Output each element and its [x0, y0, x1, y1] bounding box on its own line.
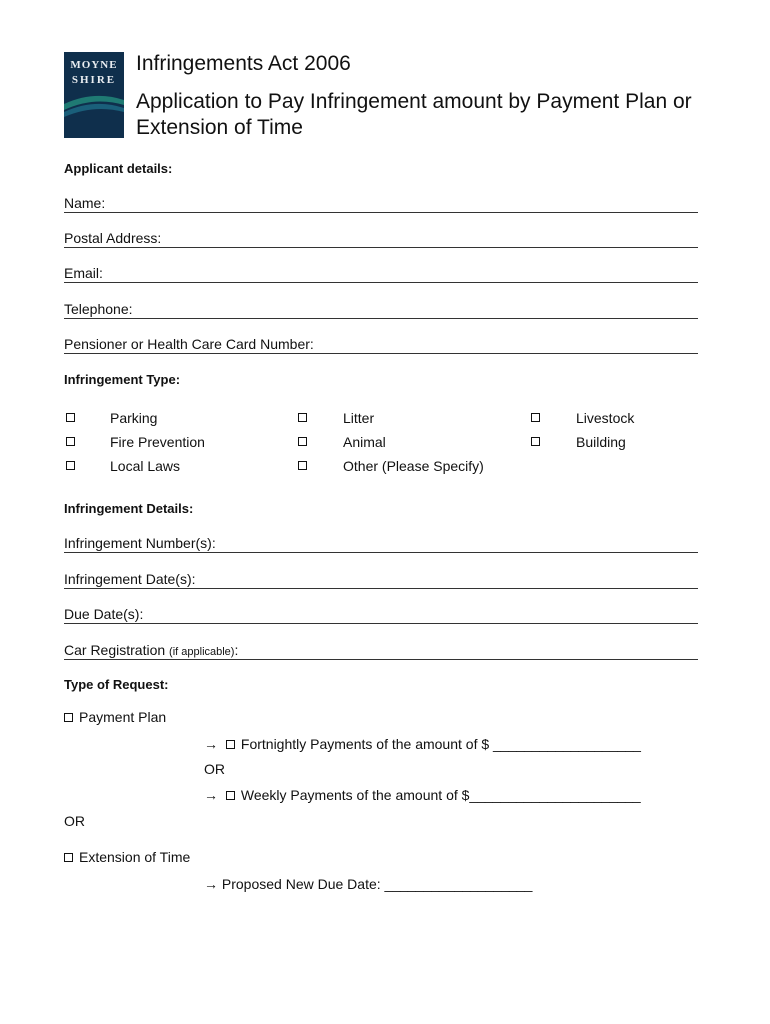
wave-icon [64, 90, 124, 138]
parking-checkbox[interactable] [66, 413, 75, 422]
other-label: Other (Please Specify) [343, 458, 484, 474]
act-title: Infringements Act 2006 [136, 52, 351, 75]
concession-card-field[interactable] [64, 335, 698, 354]
other-checkbox[interactable] [298, 461, 307, 470]
animal-checkbox[interactable] [298, 437, 307, 446]
weekly-option[interactable] [204, 787, 641, 803]
telephone-label: Telephone: [64, 301, 133, 317]
car-registration-label-group [64, 642, 238, 658]
animal-label: Animal [343, 434, 386, 450]
infringement-number-field[interactable] [64, 534, 698, 553]
due-date-field[interactable] [64, 605, 698, 624]
weekly-label: Weekly Payments of the amount of $______________________ [240, 787, 641, 803]
name-label: Name: [64, 195, 106, 211]
extension-of-time-checkbox[interactable] [64, 853, 73, 862]
logo-text-line2: SHIRE [71, 74, 117, 86]
infringement-details-heading: Infringement Details: [64, 501, 194, 516]
arrow-right-icon: → [204, 876, 218, 892]
arrow-right-icon: → [204, 736, 218, 752]
extension-of-time-option[interactable] [64, 849, 190, 865]
infringement-type-heading: Infringement Type: [64, 372, 181, 387]
proposed-due-date-label: Proposed New Due Date: ___________________ [221, 876, 533, 892]
proposed-due-date-line[interactable] [204, 876, 532, 892]
fortnightly-checkbox[interactable] [226, 740, 235, 749]
email-field[interactable] [64, 264, 698, 283]
infringement-number-label: Infringement Number(s): [64, 535, 216, 551]
payment-plan-option[interactable] [64, 709, 166, 725]
moyne-shire-logo [64, 52, 124, 138]
local-laws-label: Local Laws [110, 458, 181, 474]
fortnightly-label: Fortnightly Payments of the amount of $ ___________________ [240, 736, 641, 752]
fire-prevention-checkbox[interactable] [66, 437, 75, 446]
car-registration-field[interactable] [64, 641, 698, 660]
applicant-details-heading: Applicant details: [64, 161, 173, 176]
form-title: Application to Pay Infringement amount by Payment Plan or Extension of Time [136, 90, 692, 139]
due-date-label: Due Date(s): [64, 606, 144, 622]
weekly-checkbox[interactable] [226, 791, 235, 800]
postal-address-label: Postal Address: [64, 230, 162, 246]
livestock-checkbox[interactable] [531, 413, 540, 422]
name-field[interactable] [64, 194, 698, 213]
arrow-right-icon: → [204, 787, 218, 803]
building-label: Building [576, 434, 626, 450]
extension-of-time-label: Extension of Time [79, 849, 191, 865]
payment-plan-label: Payment Plan [79, 709, 167, 725]
infringement-date-label: Infringement Date(s): [64, 571, 196, 587]
email-label: Email: [64, 265, 103, 281]
livestock-label: Livestock [576, 410, 635, 426]
infringement-date-field[interactable] [64, 570, 698, 589]
or-separator-inner: OR [204, 761, 225, 777]
telephone-field[interactable] [64, 300, 698, 319]
car-registration-label: Car Registration [64, 642, 166, 658]
parking-label: Parking [110, 410, 158, 426]
car-registration-colon: : [234, 642, 239, 658]
car-registration-note: (if applicable) [169, 646, 235, 658]
type-of-request-heading: Type of Request: [64, 677, 169, 692]
litter-label: Litter [343, 410, 375, 426]
logo-text-line1: MOYNE [70, 59, 118, 71]
local-laws-checkbox[interactable] [66, 461, 75, 470]
concession-card-label: Pensioner or Health Care Card Number: [64, 336, 314, 352]
building-checkbox[interactable] [531, 437, 540, 446]
postal-address-field[interactable] [64, 229, 698, 248]
litter-checkbox[interactable] [298, 413, 307, 422]
or-separator-outer: OR [64, 813, 85, 829]
fire-prevention-label: Fire Prevention [110, 434, 205, 450]
fortnightly-option[interactable] [204, 736, 641, 752]
payment-plan-checkbox[interactable] [64, 713, 73, 722]
